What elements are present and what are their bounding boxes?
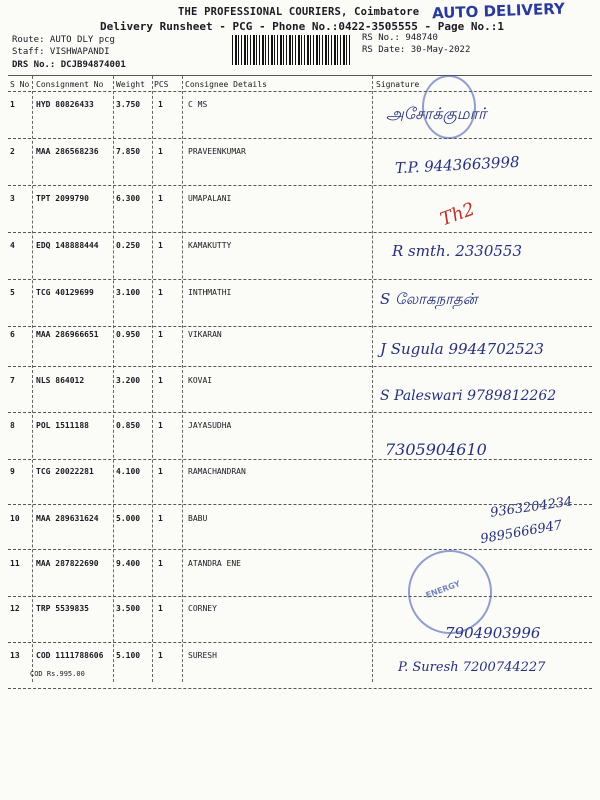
row-weight: 3.500: [116, 604, 141, 613]
row-rule: [8, 549, 592, 550]
row-consignment: POL 1511188: [36, 421, 89, 430]
row-rule: [8, 596, 592, 597]
col-signature: Signature: [376, 80, 420, 89]
row-consignment: NLS 864012: [36, 376, 85, 385]
column-divider: [372, 76, 373, 682]
row-weight: 3.200: [116, 376, 141, 385]
row-signature: J Sugula 9944702523: [380, 340, 544, 358]
rs-date: RS Date: 30-May-2022: [362, 45, 471, 55]
row-rule: [8, 326, 592, 327]
row-consignee: VIKARAN: [188, 330, 222, 339]
row-signature: 9895666947: [479, 517, 564, 548]
row-consignee: INTHMATHI: [188, 288, 232, 297]
rs-number: RS No.: 948740: [362, 33, 438, 43]
row-rule: [8, 366, 592, 367]
row-consignee: KOVAI: [188, 376, 213, 385]
row-consignment: MAA 286568236: [36, 147, 99, 156]
row-consignment: COD 1111788606: [36, 651, 104, 660]
row-signature: 7904903996: [445, 624, 541, 642]
row-weight: 0.850: [116, 421, 141, 430]
row-pcs: 1: [158, 514, 163, 523]
row-sno: 5: [10, 288, 15, 297]
row-rule: [8, 279, 592, 280]
row-signature: Th2: [437, 198, 478, 231]
row-weight: 5.100: [116, 651, 141, 660]
row-weight: 5.000: [116, 514, 141, 523]
col-weight: Weight: [116, 80, 145, 89]
row-signature: 9363204234: [489, 494, 574, 521]
row-consignee: ATANDRA ENE: [188, 559, 241, 568]
row-signature: P. Suresh 7200744227: [398, 660, 546, 675]
row-sno: 12: [10, 604, 20, 613]
row-consignment: TPT 2099790: [36, 194, 89, 203]
row-consignee: CORNEY: [188, 604, 217, 613]
column-divider: [113, 76, 114, 682]
row-signature: T.P. 9443663998: [394, 152, 520, 178]
row-weight: 0.950: [116, 330, 141, 339]
row-pcs: 1: [158, 100, 163, 109]
row-signature: R smth. 2330553: [392, 242, 523, 260]
row-pcs: 1: [158, 421, 163, 430]
col-sno: S No: [10, 80, 30, 89]
route-info: Route: AUTO DLY pcg: [12, 35, 115, 45]
row-rule: [8, 412, 592, 413]
row-weight: 3.750: [116, 100, 141, 109]
row-weight: 6.300: [116, 194, 141, 203]
row-consignee: UMAPALANI: [188, 194, 232, 203]
row-sno: 1: [10, 100, 15, 109]
row-signature: 7305904610: [385, 440, 487, 459]
table-top-rule: [8, 75, 592, 76]
row-weight: 4.100: [116, 467, 141, 476]
col-consignment: Consignment No: [36, 80, 104, 89]
row-pcs: 1: [158, 559, 163, 568]
row-consignee: JAYASUDHA: [188, 421, 232, 430]
row-sno: 4: [10, 241, 15, 250]
row-sno: 7: [10, 376, 15, 385]
row-pcs: 1: [158, 147, 163, 156]
row-weight: 9.400: [116, 559, 141, 568]
barcode: [232, 35, 352, 65]
row-sno: 8: [10, 421, 15, 430]
col-pcs: PCS: [154, 80, 169, 89]
row-consignee: KAMAKUTTY: [188, 241, 232, 250]
row-pcs: 1: [158, 604, 163, 613]
row-sno: 2: [10, 147, 15, 156]
row-weight: 3.100: [116, 288, 141, 297]
row-pcs: 1: [158, 376, 163, 385]
row-weight: 7.850: [116, 147, 141, 156]
header-title: THE PROFESSIONAL COURIERS, Coimbatore: [178, 6, 420, 18]
row-consignment: HYD 80826433: [36, 100, 94, 109]
company-seal: [422, 75, 476, 139]
table-bottom-rule: [8, 688, 592, 689]
runsheet-subtitle: Delivery Runsheet - PCG - Phone No.:0422-3505555 - Page No.:1: [100, 20, 504, 33]
row-pcs: 1: [158, 241, 163, 250]
row-sno: 6: [10, 330, 15, 339]
row-rule: [8, 459, 592, 460]
row-consignment: MAA 289631624: [36, 514, 99, 523]
row-sno: 3: [10, 194, 15, 203]
row-consignee: SURESH: [188, 651, 217, 660]
row-rule: [8, 185, 592, 186]
row-rule: [8, 642, 592, 643]
auto-delivery-stamp: AUTO DELIVERY: [431, 0, 566, 23]
row-pcs: 1: [158, 467, 163, 476]
row-consignee: C MS: [188, 100, 208, 109]
row-rule: [8, 232, 592, 233]
row-signature: அசோக்குமார்: [386, 104, 487, 123]
row-pcs: 1: [158, 288, 163, 297]
row-consignment: EDQ 148888444: [36, 241, 99, 250]
row-signature: S லோகநாதன்: [380, 290, 478, 308]
row-consignment: MAA 287822690: [36, 559, 99, 568]
row-consignment: TRP 5539835: [36, 604, 89, 613]
row-sno: 13: [10, 651, 20, 660]
row-rule: [8, 138, 592, 139]
row-consignment: TCG 20022281: [36, 467, 94, 476]
col-consignee: Consignee Details: [185, 80, 267, 89]
row-weight: 0.250: [116, 241, 141, 250]
row-signature: S Paleswari 9789812262: [380, 388, 557, 404]
row-sno: 10: [10, 514, 20, 523]
column-divider: [32, 76, 33, 682]
row-consignment: TCG 40129699: [36, 288, 94, 297]
row-rule: [8, 504, 592, 505]
row-sno: 9: [10, 467, 15, 476]
company-seal: [408, 550, 492, 634]
row-sno: 11: [10, 559, 20, 568]
row-consignment: MAA 286966651: [36, 330, 99, 339]
drs-number: DRS No.: DCJB94874001: [12, 60, 126, 70]
row-pcs: 1: [158, 194, 163, 203]
staff-info: Staff: VISHWAPANDI: [12, 47, 110, 57]
row-consignee: RAMACHANDRAN: [188, 467, 246, 476]
table-header-rule: [8, 91, 592, 92]
row-consignee: PRAVEENKUMAR: [188, 147, 246, 156]
row-pcs: 1: [158, 330, 163, 339]
seal-text: ENERGY: [424, 579, 462, 600]
row-consignee: BABU: [188, 514, 208, 523]
column-divider: [182, 76, 183, 682]
cod-amount: COD Rs.995.00: [30, 670, 85, 678]
column-divider: [152, 76, 153, 682]
row-pcs: 1: [158, 651, 163, 660]
